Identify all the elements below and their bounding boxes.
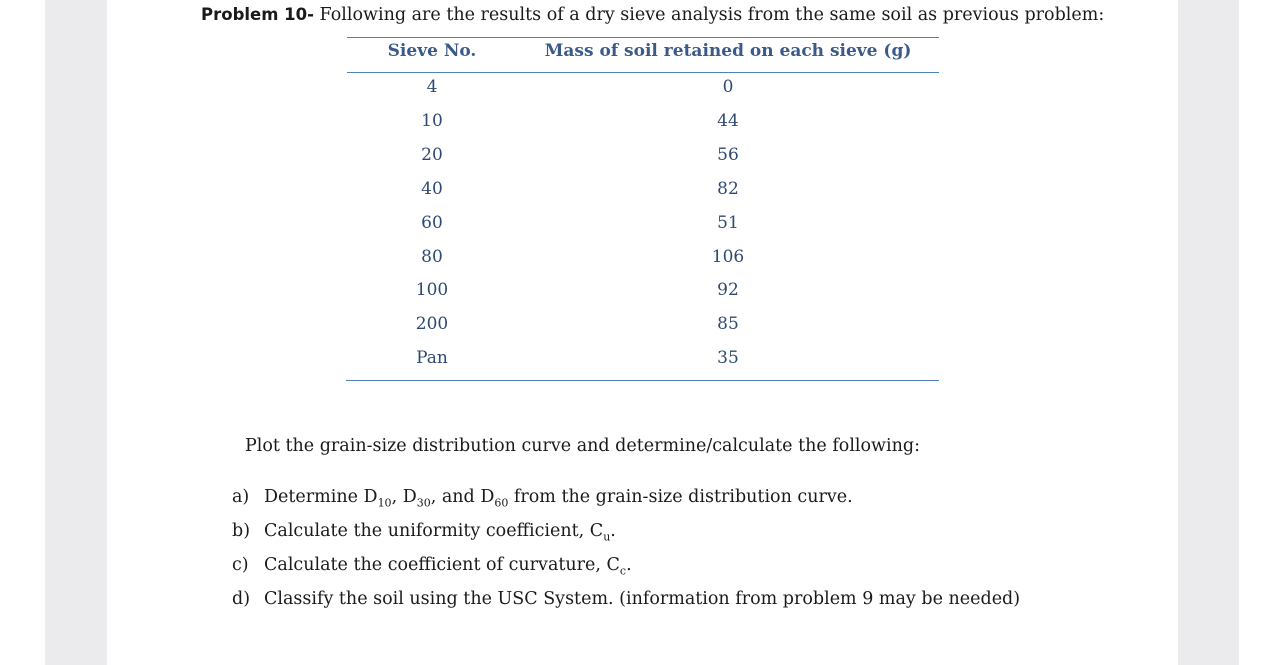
mass-cell: 92 bbox=[717, 280, 739, 300]
header-sieve-no: Sieve No. bbox=[387, 41, 477, 61]
table-row bbox=[347, 77, 939, 101]
problem-statement bbox=[201, 5, 1104, 25]
table-row bbox=[347, 179, 939, 203]
question-a-label: a) bbox=[232, 487, 250, 507]
table-row bbox=[347, 145, 939, 169]
table-row bbox=[347, 348, 939, 372]
mass-cell: 35 bbox=[717, 348, 739, 368]
mass-cell: 56 bbox=[717, 145, 739, 165]
header-mass-retained: Mass of soil retained on each sieve (g) bbox=[544, 41, 912, 61]
table-row bbox=[347, 111, 939, 135]
mass-cell: 106 bbox=[711, 247, 745, 267]
sieve-cell: Pan bbox=[416, 348, 448, 368]
question-d: d) Classify the soil using the USC System. (information from problem 9 may be needed) bbox=[232, 589, 1021, 609]
mass-cell: 85 bbox=[717, 314, 739, 334]
sieve-cell: 100 bbox=[415, 280, 449, 300]
mass-cell: 51 bbox=[717, 213, 739, 233]
table-top-rule bbox=[347, 37, 939, 38]
table-bottom-rule bbox=[346, 380, 939, 381]
problem-text: Following are the results of a dry sieve analysis from the same soil as previous problem: bbox=[313, 5, 1105, 25]
sieve-cell: 4 bbox=[426, 77, 438, 97]
table-row bbox=[347, 247, 939, 271]
question-b: b) Calculate the uniformity coefficient, $C_u$. bbox=[232, 521, 616, 544]
question-c: c) Calculate the coefficient of curvature, $C_c$. bbox=[232, 555, 632, 578]
sieve-cell: 200 bbox=[415, 314, 449, 334]
table-row bbox=[347, 213, 939, 237]
table-row bbox=[347, 314, 939, 338]
sieve-cell: 40 bbox=[421, 179, 443, 199]
question-c-label: c) bbox=[232, 555, 249, 575]
sieve-cell: 60 bbox=[421, 213, 443, 233]
sieve-cell: 10 bbox=[421, 111, 443, 131]
mass-cell: 82 bbox=[717, 179, 739, 199]
question-b-label: b) bbox=[232, 521, 251, 541]
question-d-label: d) bbox=[232, 589, 251, 609]
instructions-text: Plot the grain-size distribution curve and determine/calculate the following: bbox=[245, 436, 921, 456]
table-row bbox=[347, 280, 939, 304]
question-a: a) Determine $D_{10}$, $D_{30}$, and $D_{60}$ from the grain-size distribution curve. bbox=[232, 487, 853, 510]
sieve-cell: 80 bbox=[421, 247, 443, 267]
mass-cell: 0 bbox=[722, 77, 734, 97]
sieve-cell: 20 bbox=[421, 145, 443, 165]
problem-label: Problem 10- bbox=[201, 5, 314, 24]
table-header-rule bbox=[347, 72, 939, 73]
mass-cell: 44 bbox=[717, 111, 739, 131]
